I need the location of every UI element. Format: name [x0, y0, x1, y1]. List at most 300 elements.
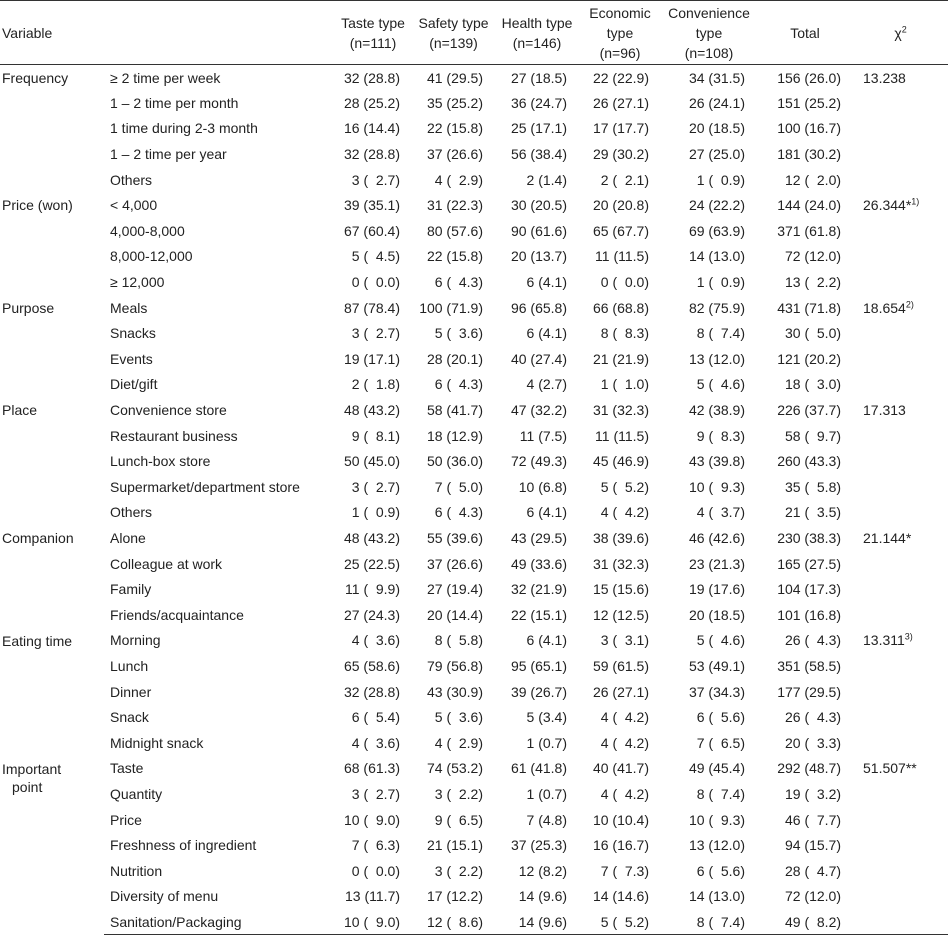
header-convenience-label: Convenience — [668, 4, 750, 21]
header-total: Total — [757, 1, 853, 65]
row-label: Events — [110, 350, 153, 367]
cell-safety: 3 ( 2.2) — [434, 862, 484, 879]
cell-health: 95 (65.1) — [510, 657, 568, 674]
cell-economic: 1 ( 1.0) — [600, 376, 650, 393]
group-label — [0, 192, 104, 294]
cell-total: 26 ( 4.3) — [784, 709, 842, 726]
row-label: Lunch — [110, 657, 149, 674]
cell-convenience: 82 (75.9) — [688, 299, 746, 316]
cell-health: 47 (32.2) — [510, 402, 568, 419]
table-row — [0, 141, 948, 167]
table-row — [0, 500, 948, 526]
table-row — [0, 90, 948, 116]
cell-economic: 17 (17.7) — [592, 120, 650, 137]
cell-chi-square — [853, 884, 948, 910]
cell-taste: 48 (43.2) — [343, 402, 401, 419]
cell-taste: 6 ( 5.4) — [351, 709, 401, 726]
cell-health: 37 (25.3) — [510, 837, 568, 854]
group-label-line: Eating time — [2, 632, 73, 649]
cell-health: 6 (4.1) — [526, 325, 568, 342]
header-chi-symbol: χ — [894, 24, 902, 41]
row-label: Taste — [110, 760, 144, 777]
header-economic-type — [579, 1, 661, 65]
cell-convenience: 5 ( 4.6) — [696, 632, 746, 649]
cell-total: 12 ( 2.0) — [784, 171, 842, 188]
cell-health: 1 (0.7) — [526, 785, 568, 802]
cell-economic: 10 (10.4) — [592, 811, 650, 828]
cell-safety: 21 (15.1) — [426, 837, 484, 854]
cell-chi-square — [853, 653, 948, 679]
cell-total: 58 ( 9.7) — [784, 427, 842, 444]
cell-taste: 32 (28.8) — [343, 69, 401, 86]
cell-convenience: 8 ( 7.4) — [661, 909, 757, 935]
cell-taste: 32 (28.8) — [343, 146, 401, 163]
cell-safety: 3 ( 2.2) — [434, 785, 484, 802]
cell-total: 431 (71.8) — [777, 299, 842, 316]
chi-value: 18.654 — [863, 299, 906, 316]
cell-safety: 37 (26.6) — [426, 146, 484, 163]
header-health-label: Health type — [501, 14, 573, 31]
cell-health: 4 (2.7) — [526, 376, 568, 393]
row-label: Nutrition — [110, 862, 163, 879]
cell-safety: 55 (39.6) — [426, 529, 484, 546]
cell-chi-square — [853, 372, 948, 398]
cell-taste: 9 ( 8.1) — [351, 427, 401, 444]
table-row — [0, 244, 948, 270]
cell-convenience: 8 ( 7.4) — [696, 785, 746, 802]
group-label-line: point — [12, 778, 43, 795]
cell-chi-square — [853, 90, 948, 116]
table-row — [0, 218, 948, 244]
cell-health: 14 (9.6) — [518, 888, 568, 905]
row-label: Snacks — [110, 325, 156, 342]
cell-safety: 8 ( 5.8) — [434, 632, 484, 649]
row-label: 1 time during 2-3 month — [110, 120, 258, 137]
header-chi-superscript: 2 — [901, 23, 907, 34]
row-label: Lunch-box store — [110, 453, 211, 470]
cell-total: 72 (12.0) — [784, 248, 842, 265]
cell-economic: 31 (32.3) — [592, 555, 650, 572]
cell-total: 13 ( 2.2) — [784, 274, 842, 291]
chi-value: 51.507** — [863, 760, 917, 777]
table-row — [0, 679, 948, 705]
cell-chi-square — [853, 320, 948, 346]
cell-total: 20 ( 3.3) — [784, 734, 842, 751]
cell-total: 49 ( 8.2) — [757, 909, 853, 935]
cell-convenience: 8 ( 7.4) — [696, 325, 746, 342]
cell-health: 96 (65.8) — [510, 299, 568, 316]
cell-convenience: 42 (38.9) — [688, 402, 746, 419]
cell-chi-square — [853, 116, 948, 142]
cell-chi-square — [853, 65, 948, 91]
cell-total: 30 ( 5.0) — [784, 325, 842, 342]
cell-safety: 79 (56.8) — [426, 657, 484, 674]
cell-convenience: 23 (21.3) — [688, 555, 746, 572]
table-row — [0, 525, 948, 551]
cell-economic: 20 (20.8) — [592, 197, 650, 214]
table-row — [0, 884, 948, 910]
row-label: Price — [110, 811, 142, 828]
table-row — [0, 704, 948, 730]
table-row — [0, 756, 948, 782]
cell-taste: 7 ( 6.3) — [351, 837, 401, 854]
header-economic-n: (n=96) — [599, 44, 641, 61]
cell-chi-square — [853, 192, 948, 218]
cell-economic: 14 (14.6) — [592, 888, 650, 905]
cell-taste: 28 (25.2) — [343, 94, 401, 111]
chi-value: 13.238 — [863, 69, 906, 86]
chi-value: 17.313 — [863, 402, 906, 419]
table-row — [0, 320, 948, 346]
table-row — [0, 807, 948, 833]
cell-chi-square — [853, 269, 948, 295]
chi-footnote: 2) — [905, 298, 914, 309]
row-label: Meals — [110, 299, 148, 316]
cell-chi-square — [853, 756, 948, 782]
cell-economic: 12 (12.5) — [592, 606, 650, 623]
cell-safety: 58 (41.7) — [426, 402, 484, 419]
table-row — [0, 474, 948, 500]
row-label: ≥ 2 time per week — [110, 69, 221, 86]
cell-health: 6 (4.1) — [526, 504, 568, 521]
cell-economic: 65 (67.7) — [592, 222, 650, 239]
cell-convenience: 20 (18.5) — [688, 606, 746, 623]
cell-convenience: 27 (25.0) — [688, 146, 746, 163]
table-row — [0, 397, 948, 423]
cell-taste: 4 ( 3.6) — [351, 632, 401, 649]
cell-chi-square — [853, 295, 948, 321]
cell-economic: 8 ( 8.3) — [600, 325, 650, 342]
table-row — [0, 576, 948, 602]
cell-economic: 5 ( 5.2) — [579, 909, 661, 935]
cell-chi-square — [853, 525, 948, 551]
cell-economic: 16 (16.7) — [592, 837, 650, 854]
cell-convenience: 1 ( 0.9) — [696, 171, 746, 188]
header-chi-square — [853, 1, 948, 65]
table-row — [0, 602, 948, 628]
cell-taste: 27 (24.3) — [343, 606, 401, 623]
row-label: 1 – 2 time per year — [110, 146, 227, 163]
cell-safety: 50 (36.0) — [426, 453, 484, 470]
row-label: Diversity of menu — [110, 888, 219, 905]
table-row — [0, 423, 948, 449]
cell-convenience: 37 (34.3) — [688, 683, 746, 700]
cell-taste: 19 (17.1) — [343, 350, 401, 367]
cell-chi-square — [853, 500, 948, 526]
header-safety-n: (n=139) — [429, 34, 478, 51]
cell-safety: 22 (15.8) — [426, 120, 484, 137]
table-row — [0, 909, 948, 935]
cell-convenience: 4 ( 3.7) — [696, 504, 746, 521]
header-economic-type-word: type — [606, 24, 634, 41]
cell-safety: 7 ( 5.0) — [434, 478, 484, 495]
row-label: Convenience store — [110, 402, 227, 419]
cell-taste: 5 ( 4.5) — [351, 248, 401, 265]
cell-health: 90 (61.6) — [510, 222, 568, 239]
cell-economic: 7 ( 7.3) — [600, 862, 650, 879]
cell-chi-square — [853, 576, 948, 602]
cell-chi-square — [853, 832, 948, 858]
cell-health: 14 (9.6) — [495, 909, 579, 935]
cell-taste: 10 ( 9.0) — [334, 909, 412, 935]
group-label — [0, 525, 104, 627]
cell-chi-square — [853, 423, 948, 449]
cell-economic: 59 (61.5) — [592, 657, 650, 674]
cell-total: 19 ( 3.2) — [784, 785, 842, 802]
cell-economic: 45 (46.9) — [592, 453, 650, 470]
cell-safety: 6 ( 4.3) — [434, 274, 484, 291]
cell-chi-square — [853, 858, 948, 884]
cell-economic: 2 ( 2.1) — [600, 171, 650, 188]
row-label: Freshness of ingredient — [110, 837, 257, 854]
cell-taste: 48 (43.2) — [343, 529, 401, 546]
table-row — [0, 167, 948, 193]
chi-value: 26.344* — [863, 197, 912, 214]
cell-taste: 0 ( 0.0) — [351, 274, 401, 291]
cell-convenience: 13 (12.0) — [688, 837, 746, 854]
cell-total: 35 ( 5.8) — [784, 478, 842, 495]
cell-chi-square — [853, 602, 948, 628]
header-convenience-type — [661, 1, 757, 65]
cell-convenience: 34 (31.5) — [688, 69, 746, 86]
cell-taste: 39 (35.1) — [343, 197, 401, 214]
cell-convenience: 26 (24.1) — [688, 94, 746, 111]
cell-taste: 3 ( 2.7) — [351, 325, 401, 342]
cell-health: 56 (38.4) — [510, 146, 568, 163]
cell-health: 25 (17.1) — [510, 120, 568, 137]
cell-economic: 4 ( 4.2) — [600, 785, 650, 802]
cell-chi-square — [853, 781, 948, 807]
cell-health: 43 (29.5) — [510, 529, 568, 546]
cell-health: 27 (18.5) — [510, 69, 568, 86]
cell-economic: 0 ( 0.0) — [600, 274, 650, 291]
cell-economic: 26 (27.1) — [592, 94, 650, 111]
cell-safety: 22 (15.8) — [426, 248, 484, 265]
cell-convenience: 10 ( 9.3) — [688, 478, 746, 495]
cell-total: 72 (12.0) — [784, 888, 842, 905]
cell-safety: 5 ( 3.6) — [434, 325, 484, 342]
cell-taste: 68 (61.3) — [343, 760, 401, 777]
cell-safety: 4 ( 2.9) — [434, 734, 484, 751]
cell-total: 18 ( 3.0) — [784, 376, 842, 393]
cell-taste: 0 ( 0.0) — [351, 862, 401, 879]
cell-safety: 41 (29.5) — [426, 69, 484, 86]
row-label: Others — [110, 504, 153, 521]
chi-footnote: 1) — [911, 196, 920, 207]
cell-economic: 11 (11.5) — [595, 427, 650, 444]
table-row — [0, 346, 948, 372]
cell-health: 6 (4.1) — [526, 632, 568, 649]
cell-economic: 4 ( 4.2) — [600, 734, 650, 751]
cell-safety: 31 (22.3) — [426, 197, 484, 214]
cell-taste: 67 (60.4) — [343, 222, 401, 239]
group-label-line: Price (won) — [2, 197, 73, 214]
group-label — [0, 628, 104, 756]
table-row — [0, 448, 948, 474]
cell-total: 28 ( 4.7) — [784, 862, 842, 879]
cell-total: 181 (30.2) — [777, 146, 842, 163]
cell-health: 39 (26.7) — [510, 683, 568, 700]
group-label — [0, 397, 104, 525]
cell-convenience: 1 ( 0.9) — [696, 274, 746, 291]
cell-taste: 32 (28.8) — [343, 683, 401, 700]
cell-convenience: 7 ( 6.5) — [696, 734, 746, 751]
cell-chi-square — [853, 448, 948, 474]
cell-economic: 66 (68.8) — [592, 299, 650, 316]
cell-safety: 100 (71.9) — [419, 299, 484, 316]
cell-chi-square — [853, 346, 948, 372]
header-row — [0, 1, 948, 65]
table-row — [0, 269, 948, 295]
cell-health: 30 (20.5) — [510, 197, 568, 214]
cell-taste: 1 ( 0.9) — [351, 504, 401, 521]
row-label: 4,000-8,000 — [110, 222, 185, 239]
table-row — [0, 295, 948, 321]
row-label: Colleague at work — [110, 555, 223, 572]
cell-health: 5 (3.4) — [526, 709, 568, 726]
cell-health: 12 (8.2) — [518, 862, 568, 879]
header-health-n: (n=146) — [512, 34, 562, 51]
cell-chi-square — [853, 909, 948, 935]
group-label — [0, 295, 104, 397]
row-label: Diet/gift — [110, 376, 158, 393]
table-row — [0, 116, 948, 142]
cell-taste: 2 ( 1.8) — [351, 376, 401, 393]
cell-taste: 4 ( 3.6) — [351, 734, 401, 751]
group-label-line: Frequency — [2, 70, 69, 86]
cell-health: 6 (4.1) — [526, 274, 568, 291]
cell-taste: 65 (58.6) — [343, 657, 401, 674]
cell-taste: 50 (45.0) — [343, 453, 401, 470]
cell-economic: 15 (15.6) — [592, 581, 650, 598]
cell-total: 351 (58.5) — [777, 657, 842, 674]
cell-taste: 16 (14.4) — [343, 120, 401, 137]
cell-health: 22 (15.1) — [510, 606, 568, 623]
cell-convenience: 46 (42.6) — [688, 529, 746, 546]
cell-safety: 6 ( 4.3) — [434, 504, 484, 521]
row-label: Sanitation/Packaging — [104, 909, 334, 935]
cell-total: 292 (48.7) — [777, 760, 842, 777]
table-row — [0, 832, 948, 858]
row-label: Others — [110, 171, 153, 188]
cell-health: 1 (0.7) — [526, 734, 568, 751]
cell-convenience: 19 (17.6) — [688, 581, 746, 598]
cell-economic: 11 (11.5) — [595, 248, 650, 265]
chi-value: 21.144* — [863, 529, 912, 546]
cell-safety: 20 (14.4) — [426, 606, 484, 623]
cell-economic: 21 (21.9) — [592, 350, 650, 367]
cell-taste: 3 ( 2.7) — [351, 478, 401, 495]
cell-economic: 3 ( 3.1) — [600, 632, 650, 649]
row-label: < 4,000 — [110, 197, 158, 214]
cell-economic: 31 (32.3) — [592, 402, 650, 419]
cell-economic: 29 (30.2) — [592, 146, 650, 163]
cell-economic: 40 (41.7) — [592, 760, 650, 777]
cell-total: 144 (24.0) — [777, 197, 842, 214]
cell-total: 230 (38.3) — [777, 529, 842, 546]
cell-taste: 11 ( 9.9) — [345, 581, 401, 598]
cell-health: 49 (33.6) — [510, 555, 568, 572]
cell-chi-square — [853, 397, 948, 423]
cell-safety: 12 ( 8.6) — [412, 909, 495, 935]
cell-economic: 26 (27.1) — [592, 683, 650, 700]
header-safety-label: Safety type — [418, 14, 489, 31]
cell-safety: 35 (25.2) — [426, 94, 484, 111]
cell-safety: 43 (30.9) — [426, 683, 484, 700]
cell-health: 40 (27.4) — [510, 350, 568, 367]
cell-total: 371 (61.8) — [777, 222, 842, 239]
chi-value: 13.311 — [863, 632, 905, 649]
cell-taste: 87 (78.4) — [343, 299, 401, 316]
cell-safety: 18 (12.9) — [426, 427, 484, 444]
group-label — [0, 65, 104, 193]
header-variable: Variable — [0, 1, 334, 65]
row-label: ≥ 12,000 — [110, 274, 165, 291]
cell-convenience: 14 (13.0) — [688, 248, 746, 265]
header-taste-n: (n=111) — [349, 34, 397, 51]
group-label-line: Purpose — [2, 299, 55, 316]
cell-chi-square — [853, 167, 948, 193]
cell-safety: 74 (53.2) — [426, 760, 484, 777]
table-row — [0, 551, 948, 577]
cell-total: 165 (27.5) — [777, 555, 842, 572]
group-label-line: Place — [2, 402, 38, 419]
cell-health: 20 (13.7) — [510, 248, 568, 265]
cell-safety: 28 (20.1) — [426, 350, 484, 367]
header-convenience-n: (n=108) — [684, 44, 734, 61]
table-body — [0, 65, 948, 935]
row-label: Quantity — [110, 785, 163, 802]
cell-total: 177 (29.5) — [777, 683, 842, 700]
cell-chi-square — [853, 551, 948, 577]
cell-convenience: 13 (12.0) — [688, 350, 746, 367]
cell-chi-square — [853, 218, 948, 244]
cell-convenience: 20 (18.5) — [688, 120, 746, 137]
cell-health: 7 (4.8) — [526, 811, 568, 828]
cell-safety: 6 ( 4.3) — [434, 376, 484, 393]
cell-total: 21 ( 3.5) — [784, 504, 842, 521]
cell-total: 101 (16.8) — [777, 606, 842, 623]
cell-chi-square — [853, 474, 948, 500]
cell-economic: 4 ( 4.2) — [600, 504, 650, 521]
header-health-type — [495, 1, 579, 65]
cell-economic: 5 ( 5.2) — [600, 478, 650, 495]
group-label-line: Important — [2, 760, 62, 777]
cell-health: 36 (24.7) — [510, 94, 568, 111]
cell-total: 156 (26.0) — [777, 69, 842, 86]
table-row — [0, 781, 948, 807]
cell-total: 260 (43.3) — [777, 453, 842, 470]
cell-economic: 4 ( 4.2) — [600, 709, 650, 726]
cell-health: 61 (41.8) — [510, 760, 568, 777]
cell-convenience: 53 (49.1) — [688, 657, 746, 674]
cell-taste: 25 (22.5) — [343, 555, 401, 572]
cell-health: 11 (7.5) — [519, 427, 568, 444]
cell-safety: 17 (12.2) — [426, 888, 484, 905]
cell-convenience: 49 (45.4) — [688, 760, 746, 777]
cell-chi-square — [853, 244, 948, 270]
header-safety-type — [412, 1, 495, 65]
cell-health: 32 (21.9) — [510, 581, 568, 598]
cell-safety: 27 (19.4) — [426, 581, 484, 598]
table-row — [0, 730, 948, 756]
cell-chi-square — [853, 679, 948, 705]
cell-health: 10 (6.8) — [518, 478, 568, 495]
cell-health: 72 (49.3) — [510, 453, 568, 470]
cell-chi-square — [853, 628, 948, 654]
row-label: Alone — [110, 529, 146, 546]
table-row — [0, 858, 948, 884]
